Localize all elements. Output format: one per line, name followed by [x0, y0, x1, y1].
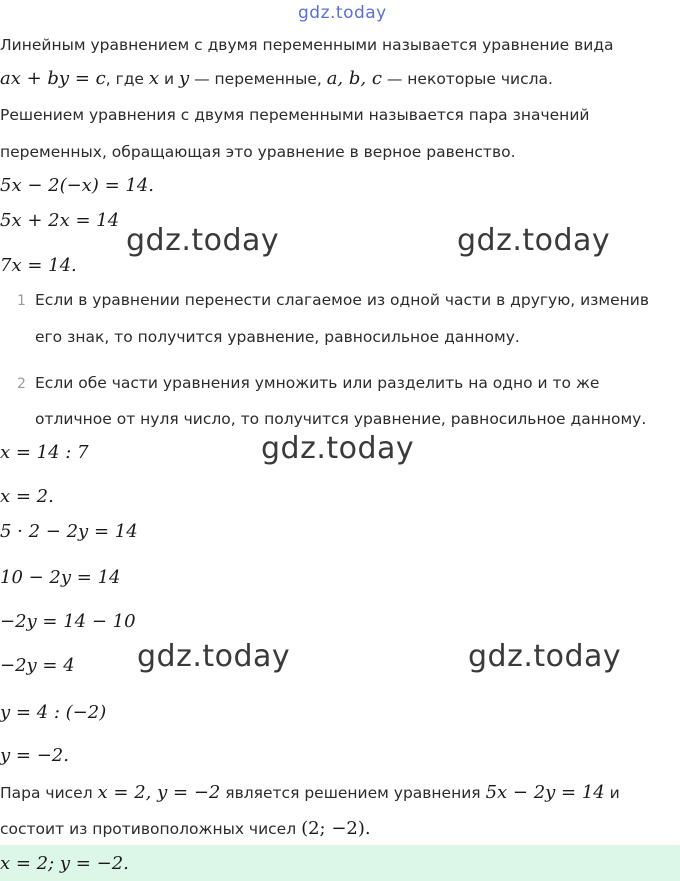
watermark: gdz.today [457, 223, 611, 258]
step-equation: x = 2. [0, 486, 54, 507]
rule-text-line: его знак, то получится уравнение, равносильное данному. [35, 328, 520, 346]
step-equation: 5 · 2 − 2y = 14 [0, 521, 138, 542]
solution-definition-line-1: Решением уравнения с двумя переменными называется пара значений [0, 106, 590, 124]
rule-text-line: отличное от нуля число, то получится уравнение, равносильное данному. [35, 410, 647, 428]
opposite-pair: (2; −2). [301, 818, 371, 839]
watermark: gdz.today [137, 639, 291, 674]
watermark: gdz.today [261, 431, 415, 466]
conclusion-line-1: Пара чисел x = 2, y = −2 является решением уравнения 5x − 2y = 14 и [0, 782, 620, 803]
step-equation: 5x + 2x = 14 [0, 210, 120, 231]
rule-text-line: Если в уравнении перенести слагаемое из одной части в другую, изменив [35, 291, 649, 309]
general-equation: ax + by = c [0, 68, 106, 89]
step-equation: −2y = 4 [0, 655, 75, 676]
target-equation: 5x − 2y = 14 [485, 782, 605, 803]
solution-pair: x = 2, y = −2 [97, 782, 221, 803]
definition-line-2: ax + by = c, где x и y — переменные, a, b, c — некоторые числа. [0, 68, 553, 89]
rule-number: 2 [17, 376, 26, 392]
watermark-top: gdz.today [298, 3, 387, 23]
definition-line-1: Линейным уравнением с двумя переменными называется уравнение вида [0, 36, 614, 54]
watermark: gdz.today [468, 639, 622, 674]
step-equation: y = 4 : (−2) [0, 702, 107, 723]
step-equation: 5x − 2(−x) = 14. [0, 175, 155, 196]
rule-number: 1 [17, 293, 26, 309]
solution-definition-line-2: переменных, обращающая это уравнение в верное равенство. [0, 143, 516, 161]
final-answer: x = 2; y = −2. [0, 853, 129, 874]
step-equation: −2y = 14 − 10 [0, 611, 136, 632]
coefficients: a, b, c [326, 68, 382, 89]
rule-text-line: Если обе части уравнения умножить или разделить на одно и то же [35, 374, 600, 392]
step-equation: 10 − 2y = 14 [0, 567, 121, 588]
step-equation: y = −2. [0, 745, 69, 766]
step-equation: 7x = 14. [0, 255, 77, 276]
watermark: gdz.today [126, 223, 280, 258]
step-equation: x = 14 : 7 [0, 442, 89, 463]
variable-y: y [179, 68, 190, 89]
variable-x: x [148, 68, 160, 89]
conclusion-line-2: состоит из противоположных чисел (2; −2). [0, 818, 371, 839]
